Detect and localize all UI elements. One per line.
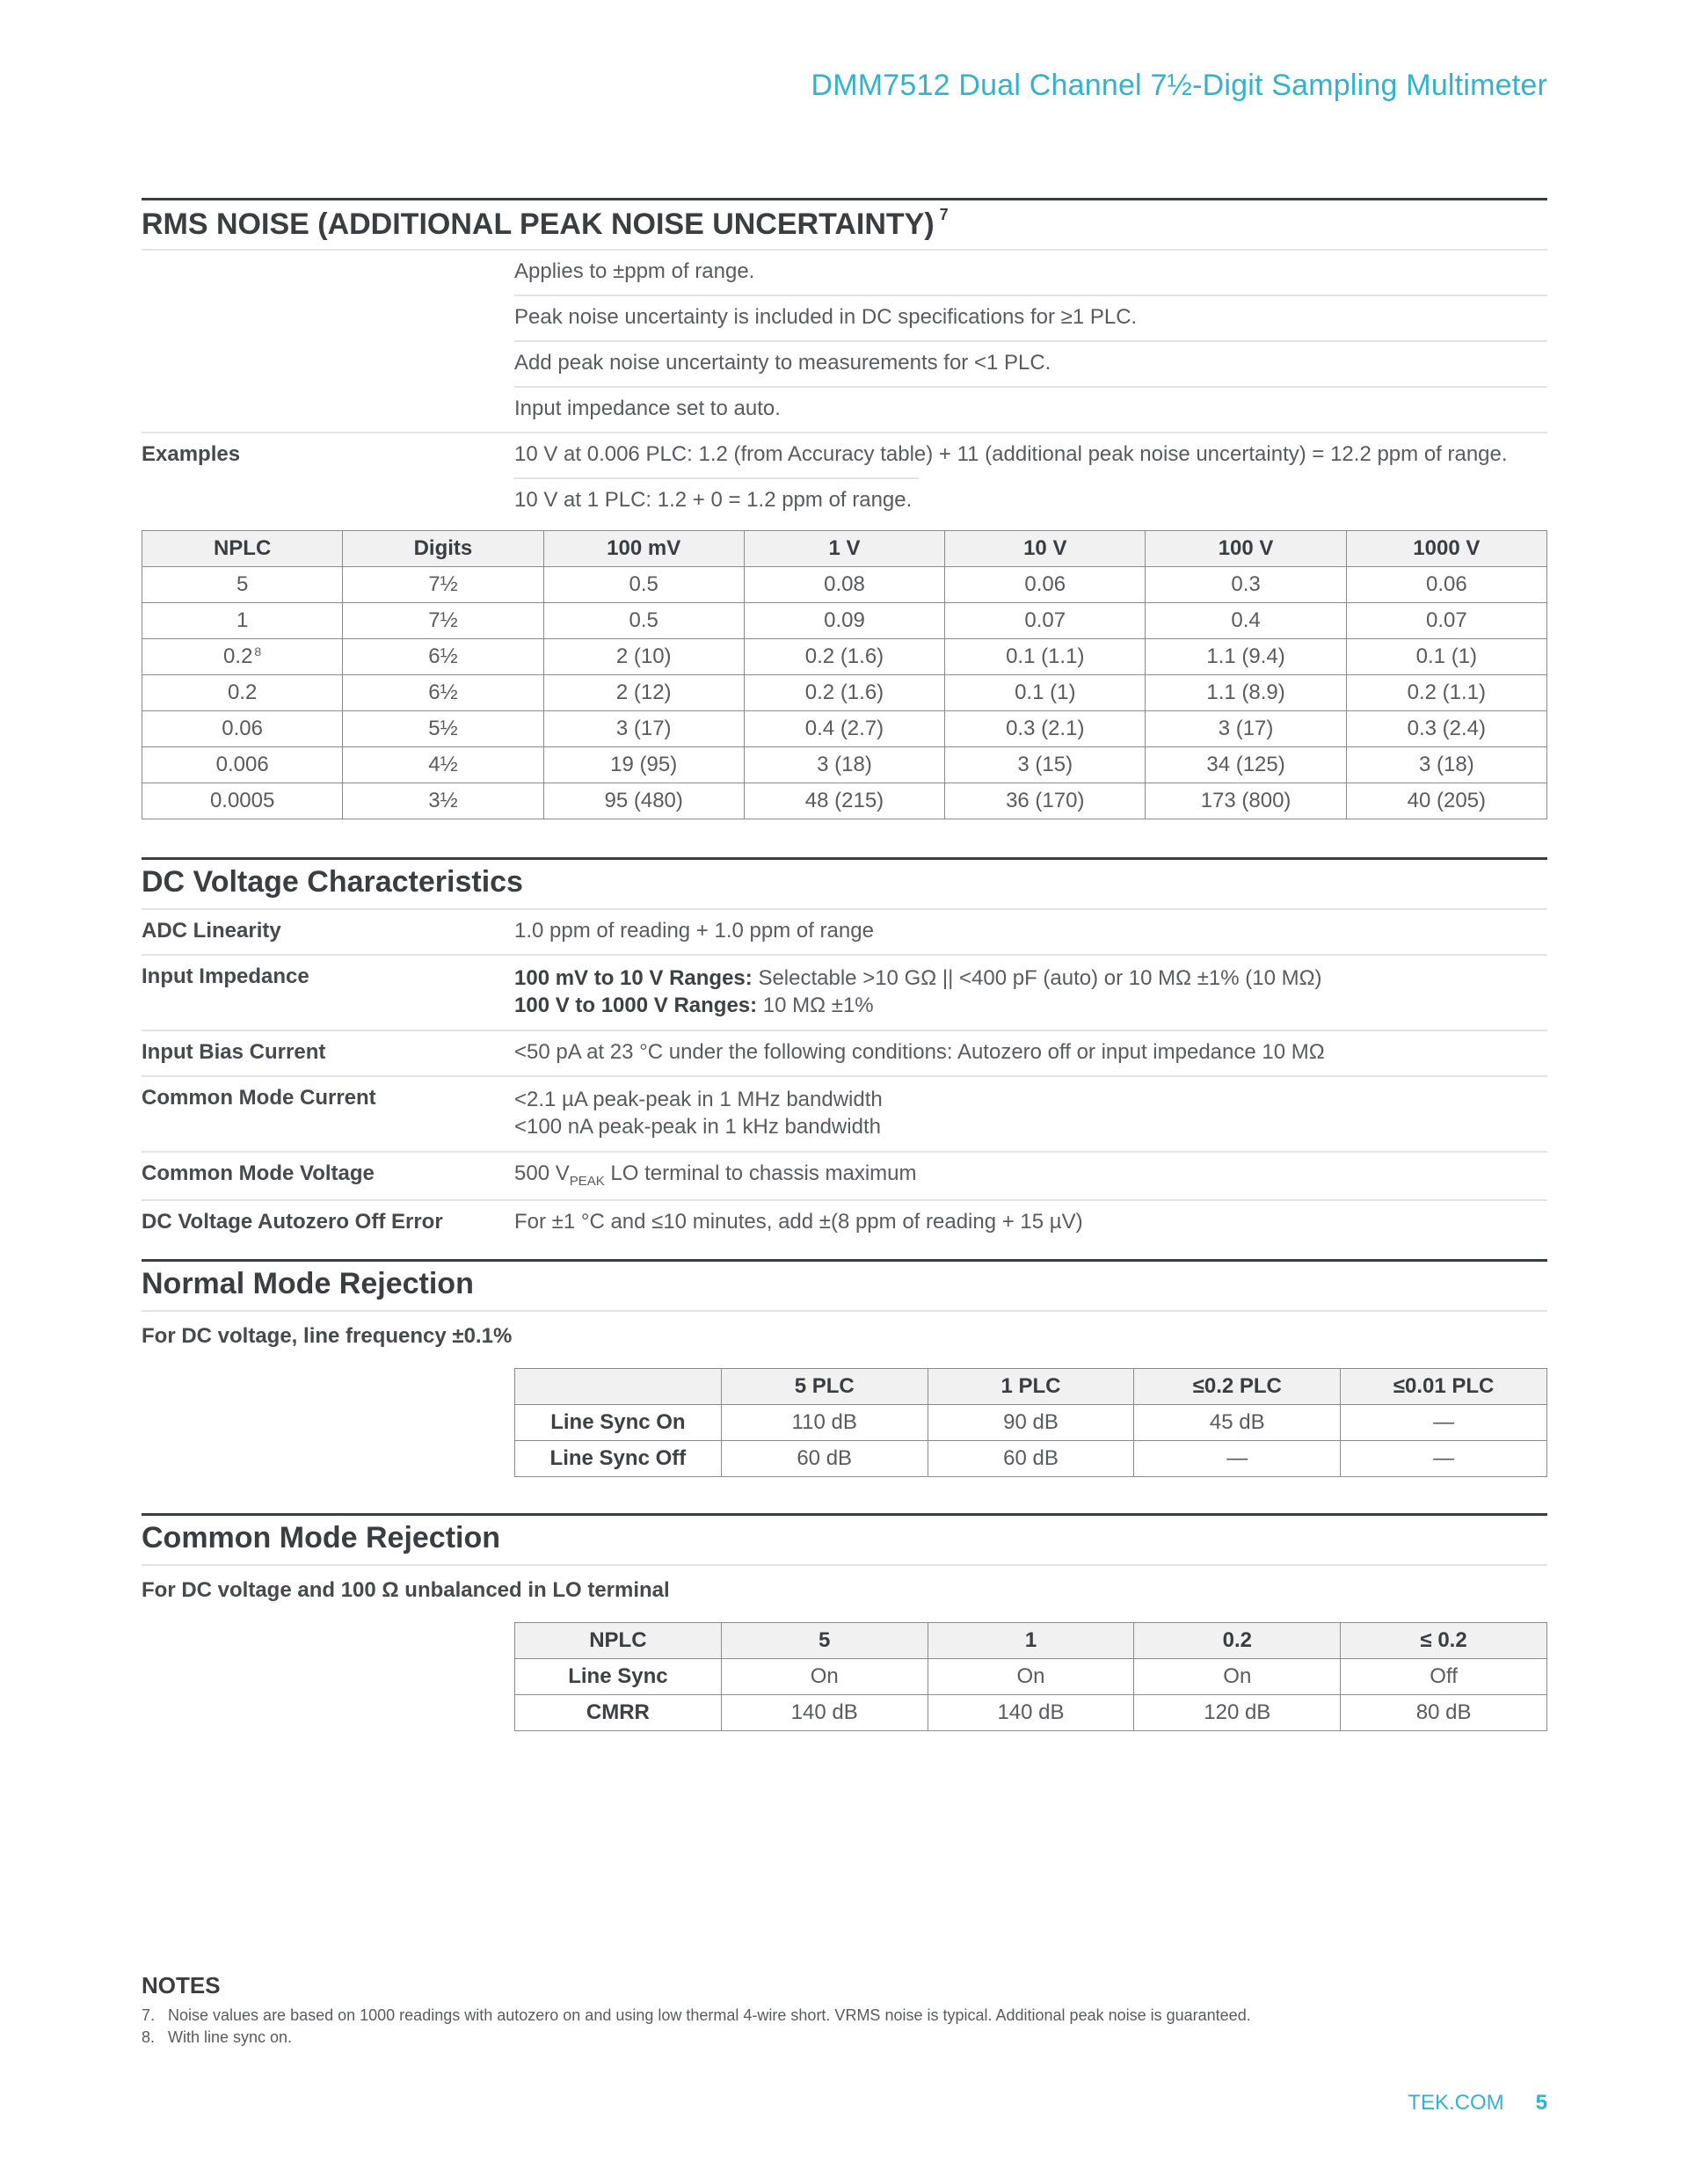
notes-title: NOTES	[142, 1972, 221, 1998]
cell: 60 dB	[721, 1441, 928, 1477]
col-header: 1000 V	[1346, 531, 1546, 567]
range-value: 10 MΩ ±1%	[757, 994, 874, 1017]
footnote-number: 7.	[142, 2006, 156, 2024]
range-label: 100 V to 1000 V Ranges:	[514, 994, 758, 1017]
cell-1000v: 0.06	[1346, 567, 1546, 603]
footnote-ref[interactable]: 8	[254, 644, 262, 659]
col-header: 5	[721, 1623, 928, 1659]
section-title-text: RMS NOISE (ADDITIONAL PEAK NOISE UNCERTAINTY)	[142, 207, 935, 241]
cell-10v: 0.1 (1)	[945, 675, 1146, 711]
spec-row-common-mode-voltage	[142, 1153, 1547, 1201]
cell-nplc: 1	[236, 608, 249, 632]
site-link[interactable]: TEK.COM	[1408, 2091, 1504, 2115]
cmr-table	[514, 1622, 1547, 1731]
cell-10v: 0.1 (1.1)	[945, 639, 1146, 675]
footnote-item	[142, 2028, 1547, 2047]
value-text: 500 V	[514, 1161, 570, 1185]
cell: 90 dB	[928, 1405, 1134, 1441]
spec-label: Common Mode Voltage	[142, 1161, 375, 1185]
note-line: Input impedance set to auto.	[514, 397, 781, 420]
col-header: NPLC	[515, 1623, 722, 1659]
cell-digits: 6½	[343, 639, 543, 675]
range-label: 100 mV to 10 V Ranges:	[514, 966, 753, 990]
spec-label: Examples	[142, 442, 241, 466]
footnote-number: 8.	[142, 2028, 156, 2046]
cell-10v: 0.3 (2.1)	[945, 711, 1146, 747]
note-line: Peak noise uncertainty is included in DC specifications for ≥1 PLC.	[514, 296, 1547, 342]
cell: —	[1134, 1441, 1341, 1477]
cell-digits: 6½	[343, 675, 543, 711]
cell: On	[721, 1659, 928, 1695]
cell-100v: 1.1 (8.9)	[1146, 675, 1346, 711]
table-row	[142, 783, 1547, 819]
table-row	[142, 603, 1547, 639]
table-row	[515, 1695, 1547, 1731]
spec-row-autozero-off-error	[142, 1201, 1547, 1245]
cell-100v: 3 (17)	[1146, 711, 1346, 747]
cell-1000v: 0.07	[1346, 603, 1546, 639]
spec-value: For ±1 °C and ≤10 minutes, add ±(8 ppm of reading + 15 µV)	[514, 1210, 1083, 1234]
cell-digits: 3½	[343, 783, 543, 819]
table-row	[515, 1441, 1547, 1477]
cell-100v: 0.3	[1146, 567, 1346, 603]
cell-10v: 3 (15)	[945, 747, 1146, 783]
cell-100v: 0.4	[1146, 603, 1346, 639]
table-row	[142, 567, 1547, 603]
spec-value-line: <2.1 µA peak-peak in 1 MHz bandwidth	[514, 1088, 883, 1111]
spec-value-line	[514, 992, 1547, 1019]
cell-10v: 36 (170)	[945, 783, 1146, 819]
cell-100v: 173 (800)	[1146, 783, 1346, 819]
col-header: 1 PLC	[928, 1369, 1134, 1405]
cell-100mv: 2 (10)	[543, 639, 744, 675]
cell-100mv: 19 (95)	[543, 747, 744, 783]
cell: 80 dB	[1341, 1695, 1547, 1731]
cell-1v: 3 (18)	[744, 747, 944, 783]
table-row	[142, 711, 1547, 747]
cell-10v: 0.07	[945, 603, 1146, 639]
footnote-item	[142, 2006, 1547, 2025]
cell: 140 dB	[928, 1695, 1134, 1731]
range-value: Selectable >10 GΩ || <400 pF (auto) or 10 MΩ ±1% (10 MΩ)	[752, 966, 1322, 990]
spec-row-examples: Examples 10 V at 0.006 PLC: 1.2 (from Accuracy table) + 11 (additional peak noise uncertainty) = 12.2 ppm of range. 10 V at 1 PLC: 1.2 + 0 = 1.2 ppm of range.	[142, 433, 1547, 523]
spec-value: 1.0 ppm of reading + 1.0 ppm of range	[514, 919, 874, 943]
cell-10v: 0.06	[945, 567, 1146, 603]
cell-1v: 0.09	[744, 603, 944, 639]
spec-value	[514, 1161, 1547, 1189]
col-header: 1	[928, 1623, 1134, 1659]
cell: 140 dB	[721, 1695, 928, 1731]
cell: On	[1134, 1659, 1341, 1695]
page-footer	[1408, 2091, 1547, 2115]
note-line: Add peak noise uncertainty to measurements for <1 PLC.	[514, 342, 1547, 388]
spec-row-input-bias-current	[142, 1031, 1547, 1077]
cell-nplc: 0.06	[222, 717, 263, 740]
spec-value-line: <100 nA peak-peak in 1 kHz bandwidth	[514, 1115, 881, 1139]
col-header: NPLC	[142, 531, 343, 567]
cmr-section	[142, 1513, 1547, 1731]
footnote-text: Noise values are based on 1000 readings with autozero on and using low thermal 4-wire short. VRMS noise is typical. Additional peak noise is guaranteed.	[168, 2006, 1251, 2024]
cell-1v: 0.2 (1.6)	[744, 639, 944, 675]
spec-label: Input Bias Current	[142, 1040, 326, 1064]
cell-1000v: 0.2 (1.1)	[1346, 675, 1546, 711]
spec-label-empty	[142, 251, 514, 432]
dc-voltage-section	[142, 857, 1547, 1245]
example-line: 10 V at 1 PLC: 1.2 + 0 = 1.2 ppm of range.	[514, 488, 913, 512]
rms-noise-table	[142, 530, 1547, 819]
table-row	[142, 675, 1547, 711]
table-row	[142, 747, 1547, 783]
cell-1000v: 0.3 (2.4)	[1346, 711, 1546, 747]
value-text: LO terminal to chassis maximum	[604, 1161, 917, 1185]
col-header: 0.2	[1134, 1623, 1341, 1659]
section-intro: For DC voltage and 100 Ω unbalanced in LO terminal	[142, 1578, 670, 1602]
cell-100mv: 2 (12)	[543, 675, 744, 711]
cell: 60 dB	[928, 1441, 1134, 1477]
col-header: ≤0.01 PLC	[1341, 1369, 1547, 1405]
cell-nplc: 0.2	[223, 644, 253, 668]
cell-1000v: 0.1 (1)	[1346, 639, 1546, 675]
cell-digits: 4½	[343, 747, 543, 783]
cell: 120 dB	[1134, 1695, 1341, 1731]
table-header-row	[515, 1369, 1547, 1405]
col-header: 10 V	[945, 531, 1146, 567]
col-header: 100 mV	[543, 531, 744, 567]
cell-1v: 48 (215)	[744, 783, 944, 819]
spec-row-notes	[142, 251, 1547, 432]
cell-1v: 0.2 (1.6)	[744, 675, 944, 711]
section-title	[142, 200, 1547, 249]
footnote-text: With line sync on.	[168, 2028, 293, 2046]
cell-1v: 0.4 (2.7)	[744, 711, 944, 747]
cell-nplc: 0.0005	[209, 789, 275, 812]
cell: —	[1341, 1441, 1547, 1477]
cell: Off	[1341, 1659, 1547, 1695]
cell-100mv: 3 (17)	[543, 711, 744, 747]
document-title: DMM7512 Dual Channel 7½-Digit Sampling Multimeter	[811, 69, 1547, 102]
subscript: PEAK	[569, 1174, 605, 1189]
spec-value-line	[514, 965, 1547, 992]
section-intro: For DC voltage, line frequency ±0.1%	[142, 1324, 513, 1348]
col-header: ≤ 0.2	[1341, 1623, 1547, 1659]
nmr-table	[514, 1368, 1547, 1477]
table-row	[142, 639, 1547, 675]
spec-value: <50 pA at 23 °C under the following conditions: Autozero off or input impedance 10 MΩ	[514, 1040, 1325, 1064]
cell: 110 dB	[721, 1405, 928, 1441]
cell-digits: 7½	[343, 567, 543, 603]
row-header: Line Sync Off	[515, 1441, 722, 1477]
section-title: DC Voltage Characteristics	[142, 865, 523, 899]
spec-label: DC Voltage Autozero Off Error	[142, 1210, 443, 1234]
cell-1000v: 40 (205)	[1346, 783, 1546, 819]
spec-label: ADC Linearity	[142, 919, 281, 943]
col-header: ≤0.2 PLC	[1134, 1369, 1341, 1405]
table-header-row	[142, 531, 1547, 567]
spec-label: Input Impedance	[142, 965, 309, 988]
section-title: Common Mode Rejection	[142, 1521, 501, 1554]
note-line: Applies to ±ppm of range.	[514, 251, 1547, 296]
table-header-row	[515, 1623, 1547, 1659]
cell-nplc: 0.006	[215, 753, 269, 776]
table-row	[515, 1659, 1547, 1695]
cell-100mv: 0.5	[543, 567, 744, 603]
footnote-ref[interactable]: 7	[939, 206, 949, 223]
spec-row-adc-linearity	[142, 910, 1547, 956]
col-header: 5 PLC	[721, 1369, 928, 1405]
spec-label: Common Mode Current	[142, 1086, 376, 1110]
nmr-section	[142, 1259, 1547, 1477]
col-header: 100 V	[1146, 531, 1346, 567]
spec-row-common-mode-current	[142, 1077, 1547, 1153]
cell-1000v: 3 (18)	[1346, 747, 1546, 783]
row-header: Line Sync	[515, 1659, 722, 1695]
spec-row-input-impedance	[142, 956, 1547, 1031]
cell-100mv: 0.5	[543, 603, 744, 639]
cell: —	[1341, 1405, 1547, 1441]
cell-100v: 34 (125)	[1146, 747, 1346, 783]
cell: On	[928, 1659, 1134, 1695]
col-header: 1 V	[744, 531, 944, 567]
col-header: Digits	[343, 531, 543, 567]
row-header: Line Sync On	[515, 1405, 722, 1441]
cell-nplc: 5	[236, 572, 249, 596]
cell: 45 dB	[1134, 1405, 1341, 1441]
cell-digits: 5½	[343, 711, 543, 747]
table-row	[515, 1405, 1547, 1441]
notes-section	[142, 1972, 1547, 2047]
row-header: CMRR	[515, 1695, 722, 1731]
cell-100v: 1.1 (9.4)	[1146, 639, 1346, 675]
cell-nplc: 0.2	[227, 681, 258, 704]
cell-digits: 7½	[343, 603, 543, 639]
section-title: Normal Mode Rejection	[142, 1267, 474, 1300]
col-header	[515, 1369, 722, 1405]
cell-1v: 0.08	[744, 567, 944, 603]
page-number: 5	[1535, 2091, 1547, 2115]
cell-100mv: 95 (480)	[543, 783, 744, 819]
rms-noise-section	[142, 198, 1547, 819]
